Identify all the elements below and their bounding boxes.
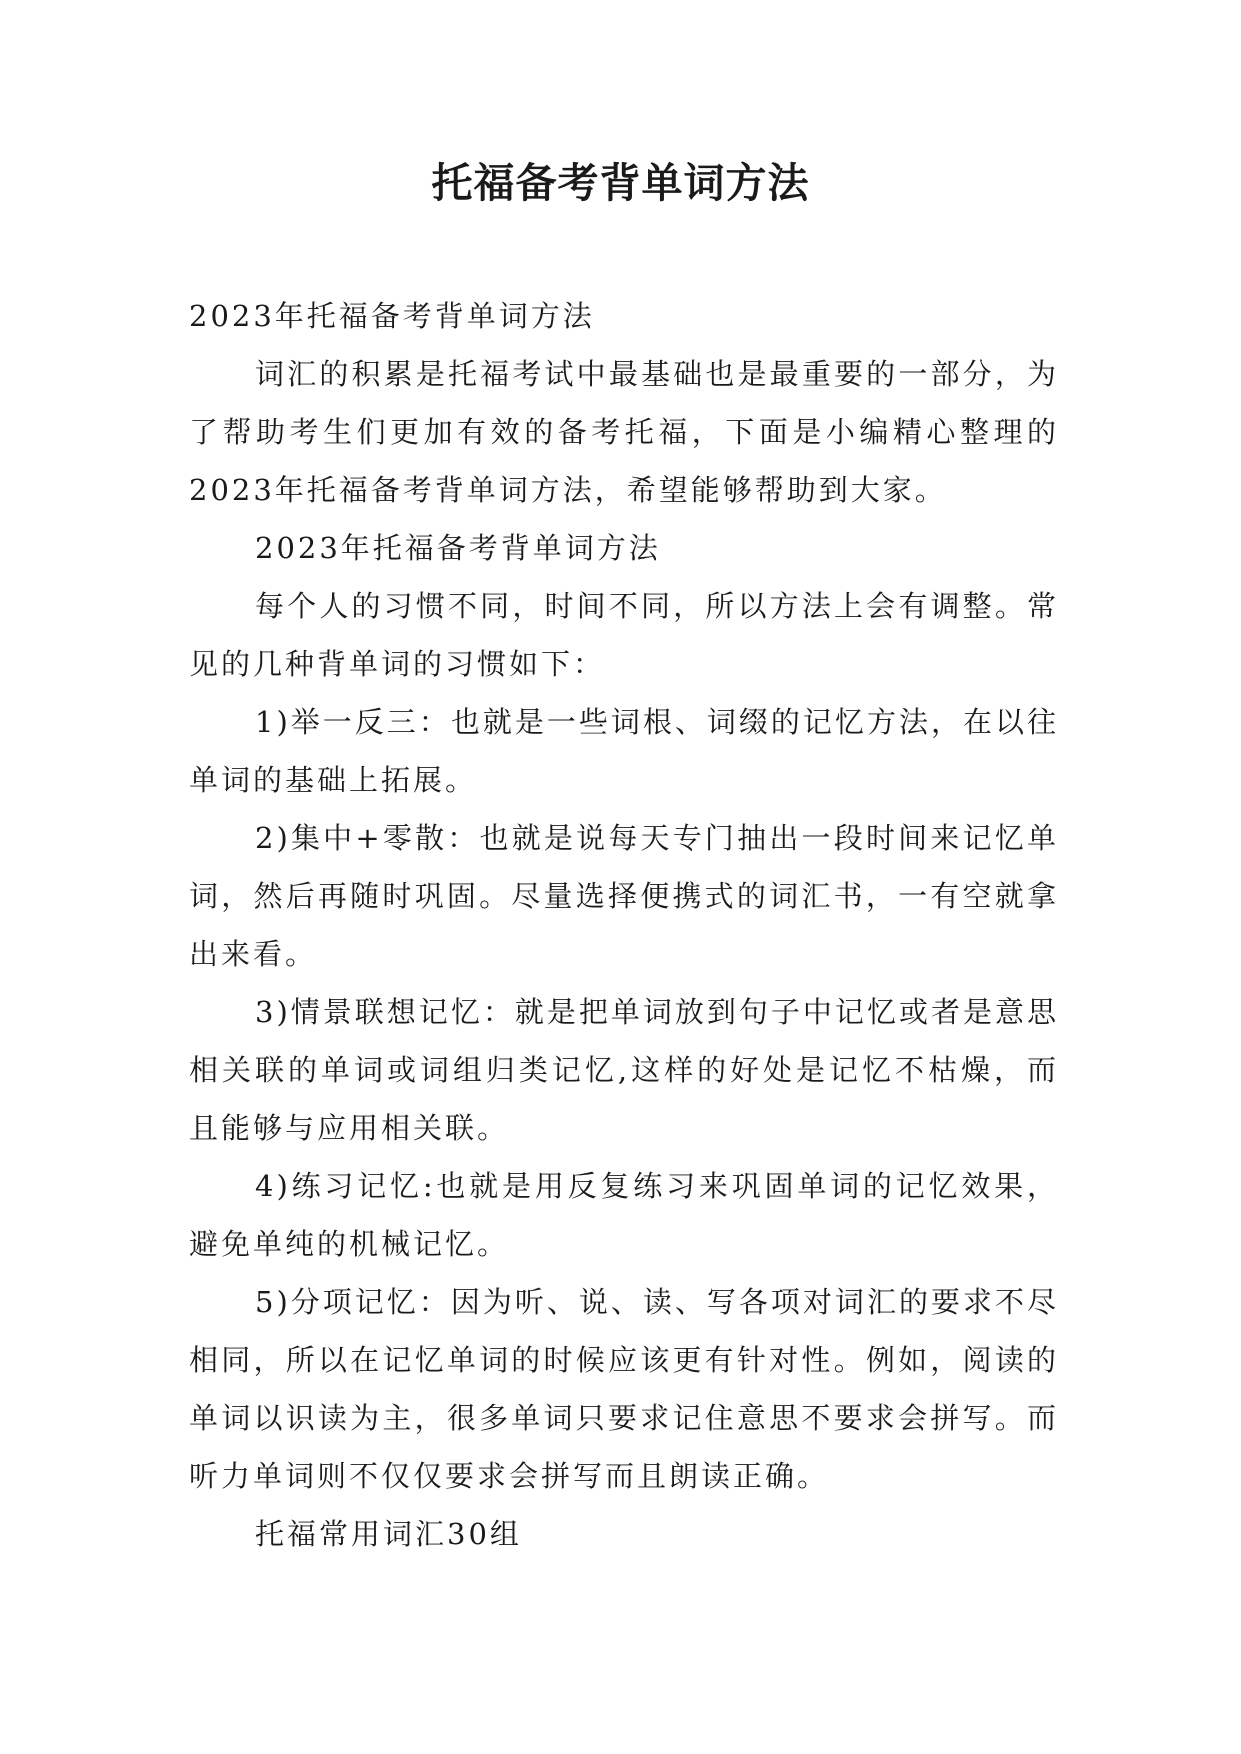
paragraph-method-1: 1)举一反三：也就是一些词根、词缀的记忆方法，在以往单词的基础上拓展。	[189, 705, 1059, 797]
paragraph-method-4: 4)练习记忆:也就是用反复练习来巩固单词的记忆效果，避免单纯的机械记忆。	[189, 1169, 1059, 1261]
paragraph-subtitle: 2023年托福备考背单词方法	[189, 299, 595, 333]
paragraph-vocab-heading: 托福常用词汇30组	[255, 1517, 522, 1551]
document-body	[189, 287, 1059, 1563]
document-title: 托福备考背单词方法	[431, 159, 810, 207]
paragraph-section-heading: 2023年托福备考背单词方法	[255, 531, 661, 565]
paragraph-intro: 词汇的积累是托福考试中最基础也是最重要的一部分，为了帮助考生们更加有效的备考托福，下面是小编精心整理的2023年托福备考背单词方法，希望能够帮助到大家。	[189, 357, 1059, 507]
paragraph-method-5: 5)分项记忆：因为听、说、读、写各项对词汇的要求不尽相同，所以在记忆单词的时候应该更有针对性。例如，阅读的单词以识读为主，很多单词只要求记住意思不要求会拼写。而听力单词则不仅仅要求会拼写而且朗读正确。	[189, 1285, 1059, 1493]
paragraph-method-2: 2)集中+零散：也就是说每天专门抽出一段时间来记忆单词，然后再随时巩固。尽量选择便携式的词汇书，一有空就拿出来看。	[189, 821, 1059, 971]
paragraph-habits: 每个人的习惯不同，时间不同，所以方法上会有调整。常见的几种背单词的习惯如下：	[189, 589, 1059, 681]
paragraph-method-3: 3)情景联想记忆：就是把单词放到句子中记忆或者是意思相关联的单词或词组归类记忆,这样的好处是记忆不枯燥，而且能够与应用相关联。	[189, 995, 1059, 1145]
